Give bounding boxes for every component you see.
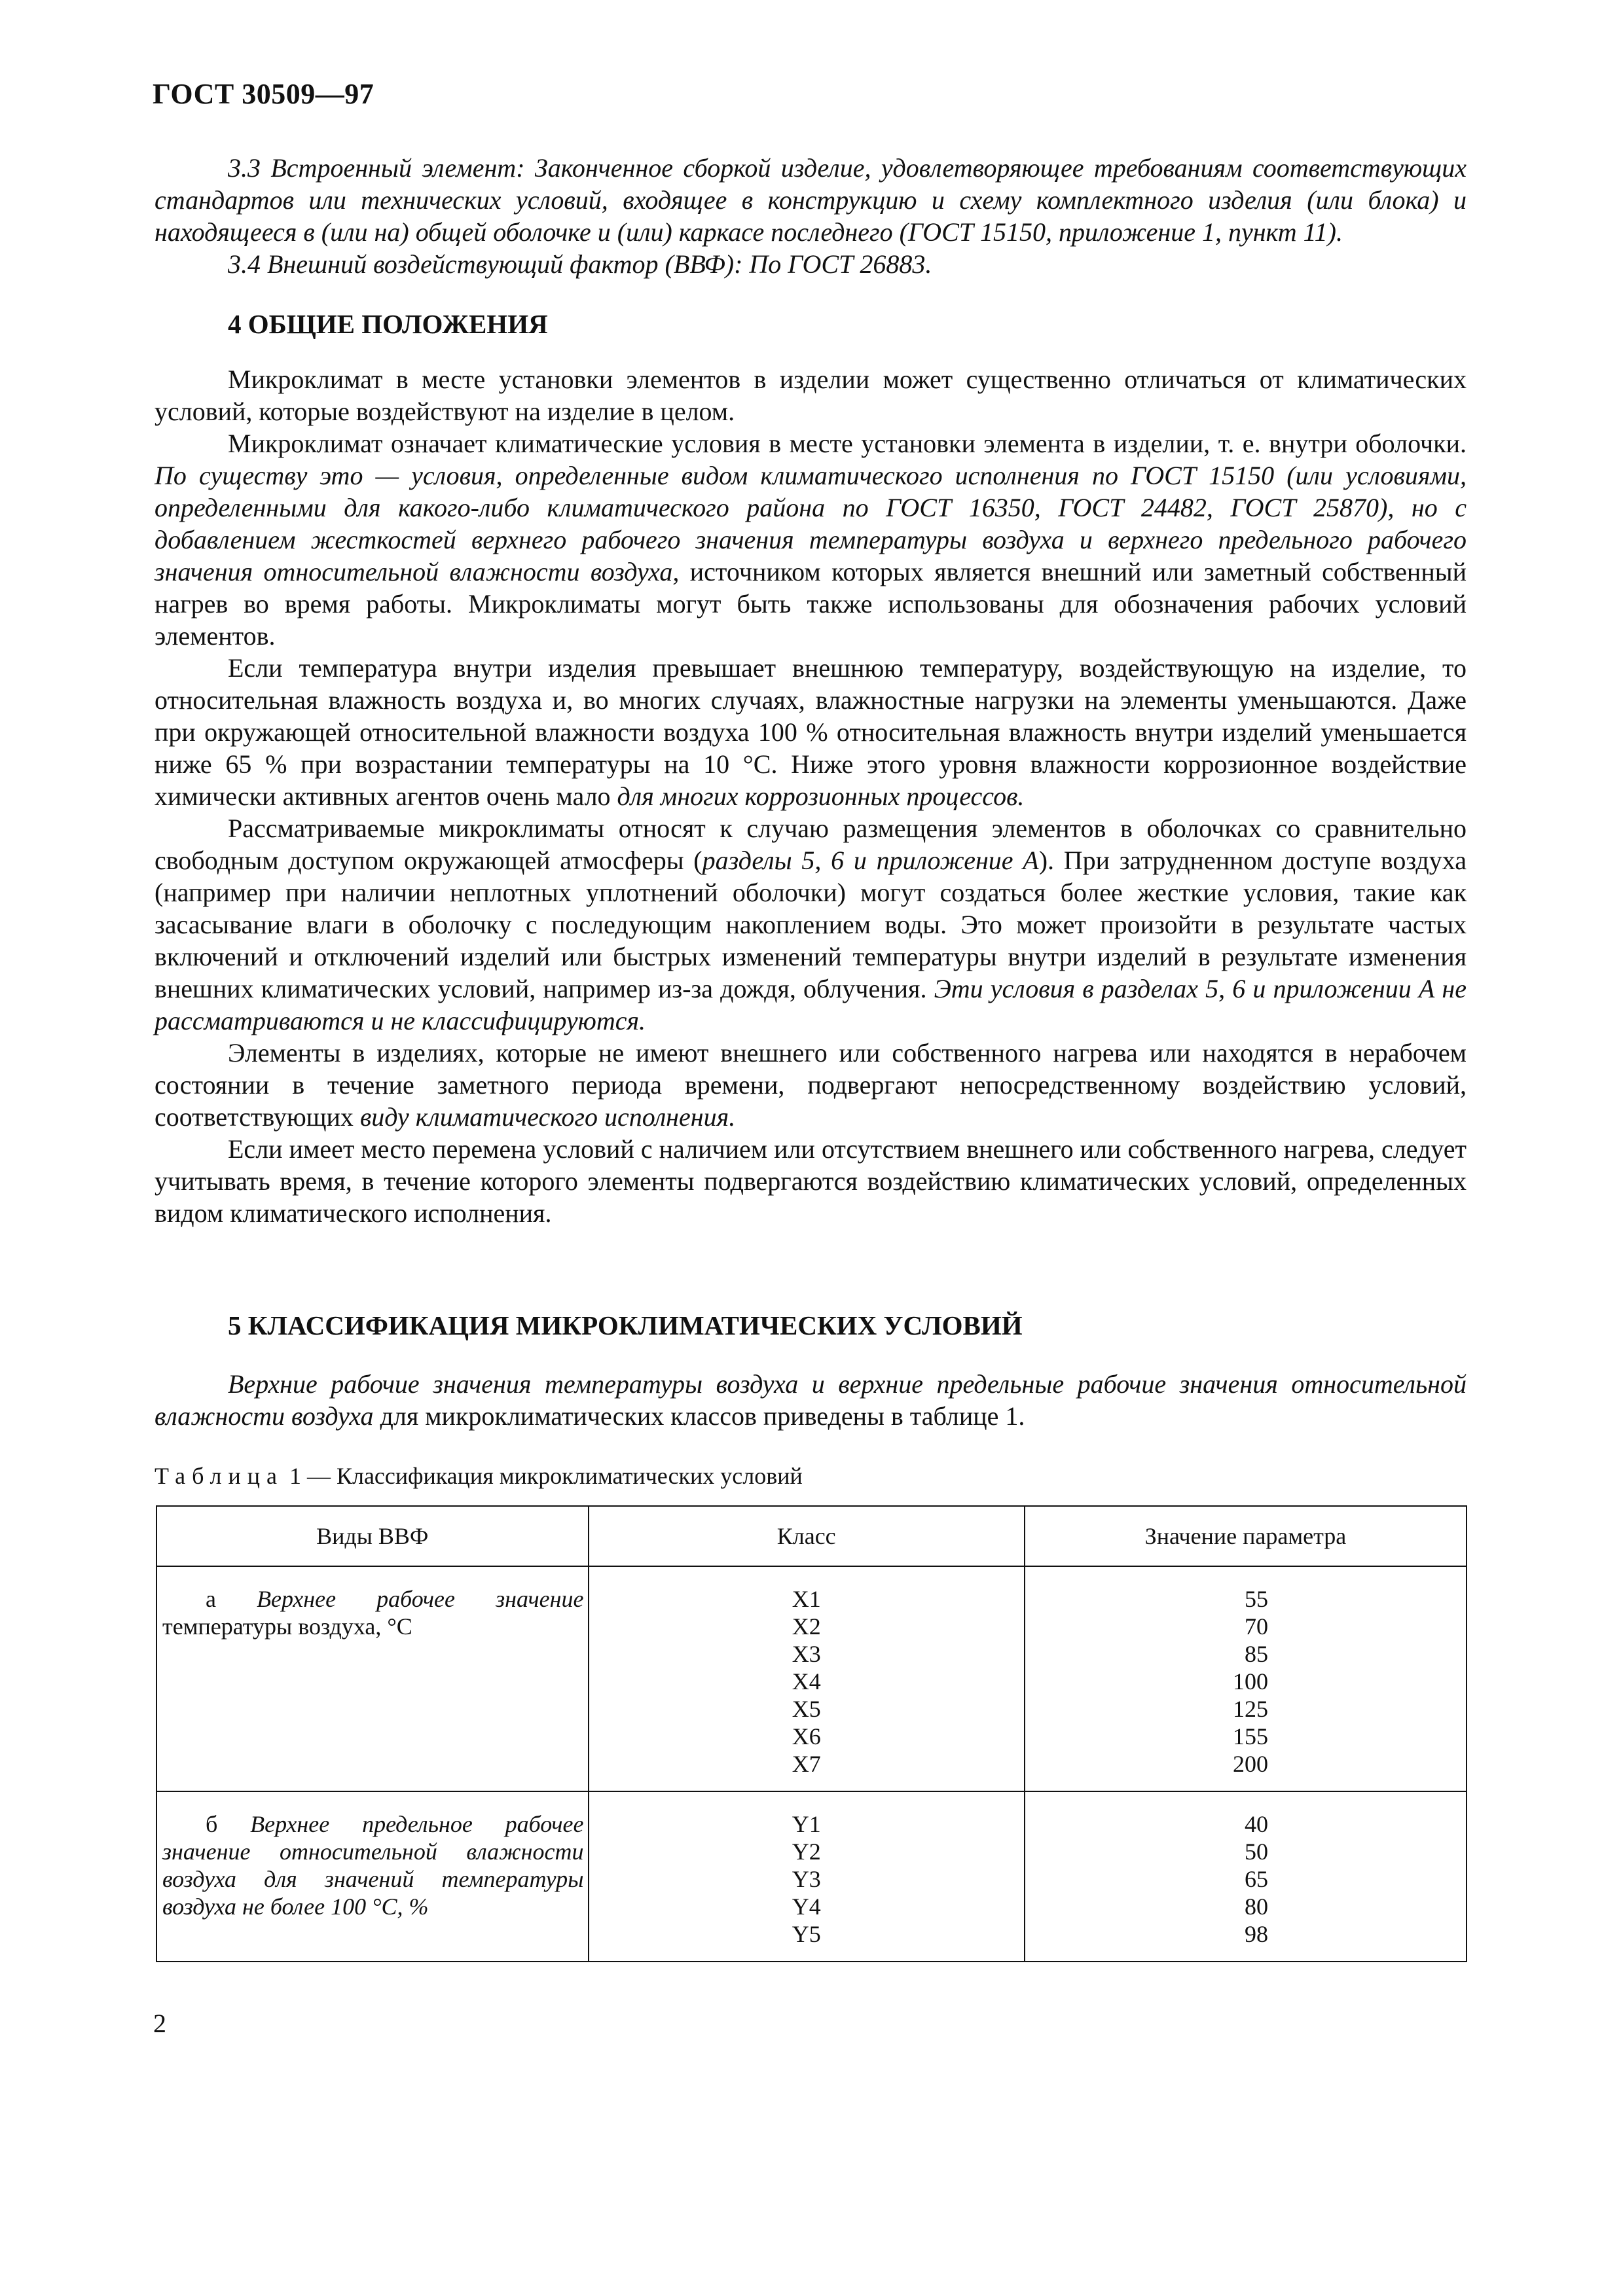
paragraph: Верхние рабочие значения температуры воздуха и верхние предельные рабочие значения относительной влажности воздуха для микроклиматических классов приведены в таблице 1. [155, 1369, 1467, 1431]
section-5-heading-wrap [155, 1309, 1467, 1342]
table-row [156, 1791, 1467, 1962]
section-4-heading: 4 ОБЩИЕ ПОЛОЖЕНИЯ [228, 309, 548, 339]
paragraph: Микроклимат означает климатические условия в месте установки элемента в изделии, т. е. внутри оболочки. По существу это — условия, определенные видом климатического исполнения по ГОСТ 15150 (или условиями, определенными для какого-либо климатического района по ГОСТ 16350, ГОСТ 24482, ГОСТ 25870), но с добавлением жесткостей верхнего рабочего значения температуры воздуха и верхнего предельного рабочего значения относительной влажности воздуха, источником которых является внешний или заметный собственный нагрев во время работы. Микроклиматы могут быть также использованы для обозначения рабочих условий элементов. [155, 429, 1467, 651]
clause-3-3: 3.3 Встроенный элемент: Законченное сборкой изделие, удовлетворяющее требованиям соответствующих стандартов или технических условий, входящее в конструкцию и схему комплектного изделия (или блока) и находящееся в (или на) общей оболочке и (или) каркасе последнего (ГОСТ 15150, приложение 1, пункт 11). [155, 153, 1467, 247]
classification-table [156, 1505, 1467, 1962]
clause-3-4: 3.4 Внешний воздействующий фактор (ВВФ): По ГОСТ 26883. [228, 249, 932, 279]
class-cell: X1 X2 X3 X4 X5 X6 X7 [589, 1566, 1025, 1791]
paragraph: Рассматриваемые микроклиматы относят к случаю размещения элементов в оболочках со сравнительно свободным доступом окружающей атмосферы (разделы 5, 6 и приложение А). При затрудненном доступе воздуха (например при наличии неплотных уплотнений оболочки) могут создаться более жесткие условия, такие как засасывание влаги в оболочку с последующим накоплением воды. Это может произойти в результате частых включений и отключений изделий или быстрых изменений температуры внутри изделий в результате изменения внешних климатических условий, например из-за дождя, облучения. Эти условия в разделах 5, 6 и приложении А не рассматриваются и не классифицируются. [155, 814, 1467, 1035]
paragraph: Элементы в изделиях, которые не имеют внешнего или собственного нагрева или находятся в нерабочем состоянии в течение заметного периода времени, подвергают непосредственному воздействию условий, соответствующих виду климатического исполнения. [155, 1038, 1467, 1132]
header-cell: Класс [589, 1506, 1025, 1566]
page-number: 2 [153, 2009, 166, 2038]
table-header-row [156, 1506, 1467, 1566]
section-4-body [155, 363, 1467, 1229]
header-cell: Значение параметра [1025, 1506, 1467, 1566]
document-header: ГОСТ 30509—97 [153, 78, 374, 110]
paragraph: Если имеет место перемена условий с наличием или отсутствием внешнего или собственного нагрева, следует учитывать время, в течение которого элементы подвергаются воздействию климатических условий, определенных видом климатического исполнения. [155, 1134, 1467, 1228]
table-row [156, 1566, 1467, 1791]
table-caption: Таблица 1 — Классификация микроклиматических условий [155, 1463, 803, 1489]
factor-cell: б Верхнее предельное рабочее значение относительной влажности воздуха для значений температуры воздуха не более 100 °С, % [156, 1791, 589, 1962]
section-5-heading: 5 КЛАССИФИКАЦИЯ МИКРОКЛИМАТИЧЕСКИХ УСЛОВИЙ [228, 1310, 1023, 1340]
section-5-body [155, 1368, 1467, 1432]
class-cell: Y1 Y2 Y3 Y4 Y5 [589, 1791, 1025, 1962]
header-cell: Виды ВВФ [156, 1506, 589, 1566]
section-3-continuation [155, 152, 1467, 280]
paragraph: Если температура внутри изделия превышает внешнюю температуру, воздействующую на изделие, то относительная влажность воздуха и, во многих случаях, влажностные нагрузки на элементы уменьшаются. Даже при окружающей относительной влажности воздуха 100 % относительная влажность внутри изделий уменьшается ниже 65 % при возрастании температуры на 10 °С. Ниже этого уровня влажности коррозионное воздействие химически активных агентов очень мало для многих коррозионных процессов. [155, 653, 1467, 811]
factor-cell: а Верхнее рабочее значение температуры воздуха, °С [156, 1566, 589, 1791]
section-4-heading-wrap [155, 308, 1467, 340]
value-cell: 55 70 85 100 125 155 200 [1025, 1566, 1467, 1791]
paragraph: Микроклимат в месте установки элементов в изделии может существенно отличаться от климатических условий, которые воздействуют на изделие в целом. [155, 365, 1467, 426]
value-cell: 40 50 65 80 98 [1025, 1791, 1467, 1962]
